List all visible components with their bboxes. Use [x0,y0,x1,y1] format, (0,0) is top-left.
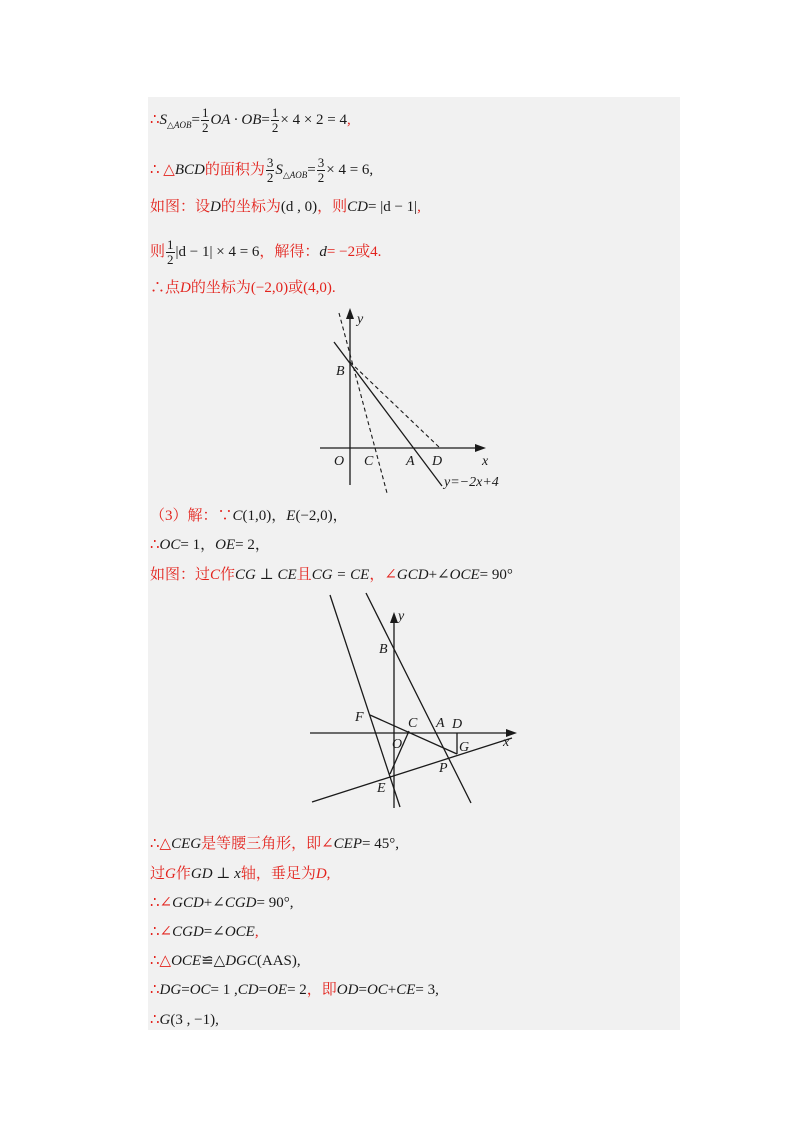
point-a-label: A [406,454,415,469]
text: 的面积为 [204,161,265,178]
text: 过 [150,866,166,882]
point-b-label: B [336,364,345,379]
text: 是等腰三角形，即∠ [201,836,334,852]
line-8 [150,565,513,585]
text: ∴点 [150,280,181,296]
x-axis-label: x [482,454,489,469]
line-5 [150,278,336,298]
math: CGD [224,895,257,911]
math: = [181,982,190,998]
point-d-label: D [452,717,463,732]
text: ∴∠ [150,895,173,911]
x-axis-label: x [503,735,510,750]
x-axis-arrow [475,444,486,452]
math: = [191,111,200,128]
math: × 4 × 2 = 4 [280,111,348,128]
text: 的坐标为 [220,199,281,215]
fraction [266,156,275,185]
fraction [201,106,210,135]
text: 轴，垂足为 [240,866,316,882]
text: ∴ △ [150,161,175,178]
therefore: ∴ [150,537,160,553]
math: CD [347,199,368,215]
therefore: ∴ [150,111,160,128]
math: = 2 [287,982,307,998]
point-g-label: G [459,740,470,755]
text: ，解得： [259,243,320,260]
math: = 1 , [210,982,238,998]
math: GCD [172,895,204,911]
math: OCE [171,953,202,969]
math: OCE [224,924,255,940]
line-equation-label: y=−2x+4 [444,475,499,490]
line-bp [366,593,471,803]
math: = [358,982,367,998]
text: 作 [220,567,236,583]
math: OE [215,537,236,553]
y-axis-arrow [390,612,398,623]
math: = [307,161,316,178]
math: BCD [174,161,205,178]
point-c-label: C [408,716,418,731]
point-o-label: O [392,737,403,752]
math: ≌△ [201,953,226,969]
math: S [159,111,168,128]
line-3 [150,197,421,217]
math: +∠ [203,895,225,911]
comma: , [417,199,421,215]
fraction [317,156,326,185]
math: GCD [396,567,429,583]
math: =∠ [203,924,225,940]
text: ∴△ [150,836,172,852]
math: OC [366,982,388,998]
point-e-label: E [377,781,386,796]
math: OCE [449,567,480,583]
math: GD ⊥ x [190,866,241,882]
line-bd-dashed [350,362,440,448]
y-axis-arrow [346,308,354,319]
line-7 [150,535,270,555]
line-15 [150,1010,219,1030]
math: G [159,1012,171,1028]
math: = 90° [479,567,513,583]
denominator: 2 [167,252,174,267]
math: (AAS), [256,953,301,969]
math: OA · OB [210,111,262,128]
math: C [232,508,243,524]
math: = 2， [235,537,270,553]
math: D [315,866,327,882]
numerator: 1 [201,105,209,120]
point-a-label: A [436,716,445,731]
denominator: 2 [201,120,209,135]
math: OC [189,982,211,998]
line-14 [150,980,439,1000]
math: = [258,982,268,998]
subscript: △AOB [167,119,192,130]
math: = 1， [180,537,216,553]
math: D [180,280,191,296]
therefore: ∴ [150,982,160,998]
math: D [210,199,221,215]
line-2 [150,156,373,185]
denominator: 2 [317,170,325,185]
line-9 [150,834,399,854]
math: = 45°, [362,836,399,852]
point-p-label: P [439,761,448,776]
math: E [286,508,296,524]
math: = 3, [415,982,439,998]
text: ∴∠ [150,924,173,940]
text: = −2或4. [326,243,382,260]
point-f-label: F [355,710,364,725]
comma: , [254,924,259,940]
subscript: △AOB [282,169,308,180]
text: 的坐标为 [190,280,251,296]
text: 则 [150,243,166,260]
math: = |d − 1| [367,199,418,215]
math: +∠ [428,567,450,583]
math: |d − 1| × 4 = 6 [175,243,260,260]
y-axis-label: y [398,609,405,624]
math: C [210,567,221,583]
math: OD [336,982,359,998]
text: 作 [175,866,191,882]
text: ，∠ [369,567,397,583]
numerator: 1 [271,105,279,120]
fraction [271,106,280,135]
math: CE [396,982,416,998]
math: CG ⊥ CE [235,567,297,583]
numerator: 3 [266,155,274,170]
text: 如图：设 [150,199,211,215]
math: (−2,0)， [295,508,348,524]
line-12 [150,922,259,942]
text: 如图：过 [150,567,211,583]
numerator: 1 [167,237,174,252]
text: 且 [296,567,312,583]
line-10 [150,864,330,884]
point-d-label: D [432,454,443,469]
text: （3）解：∵ [150,508,233,524]
figure-2-graph [305,590,530,810]
math: (d , 0) [280,199,318,215]
text: (−2,0)或(4,0). [250,280,336,296]
math: DG [159,982,182,998]
point-c-label: C [364,454,374,469]
math: (3 , −1), [170,1012,219,1028]
point-b-label: B [379,642,388,657]
math: OC [159,537,181,553]
therefore: ∴ [150,1012,160,1028]
math: CGD [172,924,204,940]
math: OE [267,982,288,998]
math: CEG [171,836,202,852]
line-13 [150,951,301,971]
point-o-label: O [334,454,345,469]
text: ∴△ [150,953,172,969]
math: + [387,982,397,998]
line-ep [312,738,512,802]
math: × 4 = 6, [326,161,374,178]
line-4 [150,238,381,267]
math: (1,0)， [242,508,287,524]
fraction [166,238,175,267]
comma: , [326,866,331,882]
math: S [275,161,283,178]
math: CEP [333,836,363,852]
line-11 [150,893,293,913]
math: G [165,866,176,882]
line-1 [150,106,351,135]
text: ，即 [306,982,337,998]
line-fe [330,595,403,807]
content-panel [148,97,680,1030]
math: CD [237,982,259,998]
y-axis-label: y [357,312,364,327]
denominator: 2 [271,120,279,135]
line-6 [150,506,348,526]
numerator: 3 [317,155,325,170]
math: = [261,111,270,128]
comma: , [347,111,351,128]
figure-1-graph [310,305,530,500]
math: = 90°, [256,895,294,911]
math: CG = CE [311,567,370,583]
denominator: 2 [266,170,274,185]
text: ，则 [317,199,348,215]
math: d [319,243,327,260]
math: DGC [225,953,257,969]
